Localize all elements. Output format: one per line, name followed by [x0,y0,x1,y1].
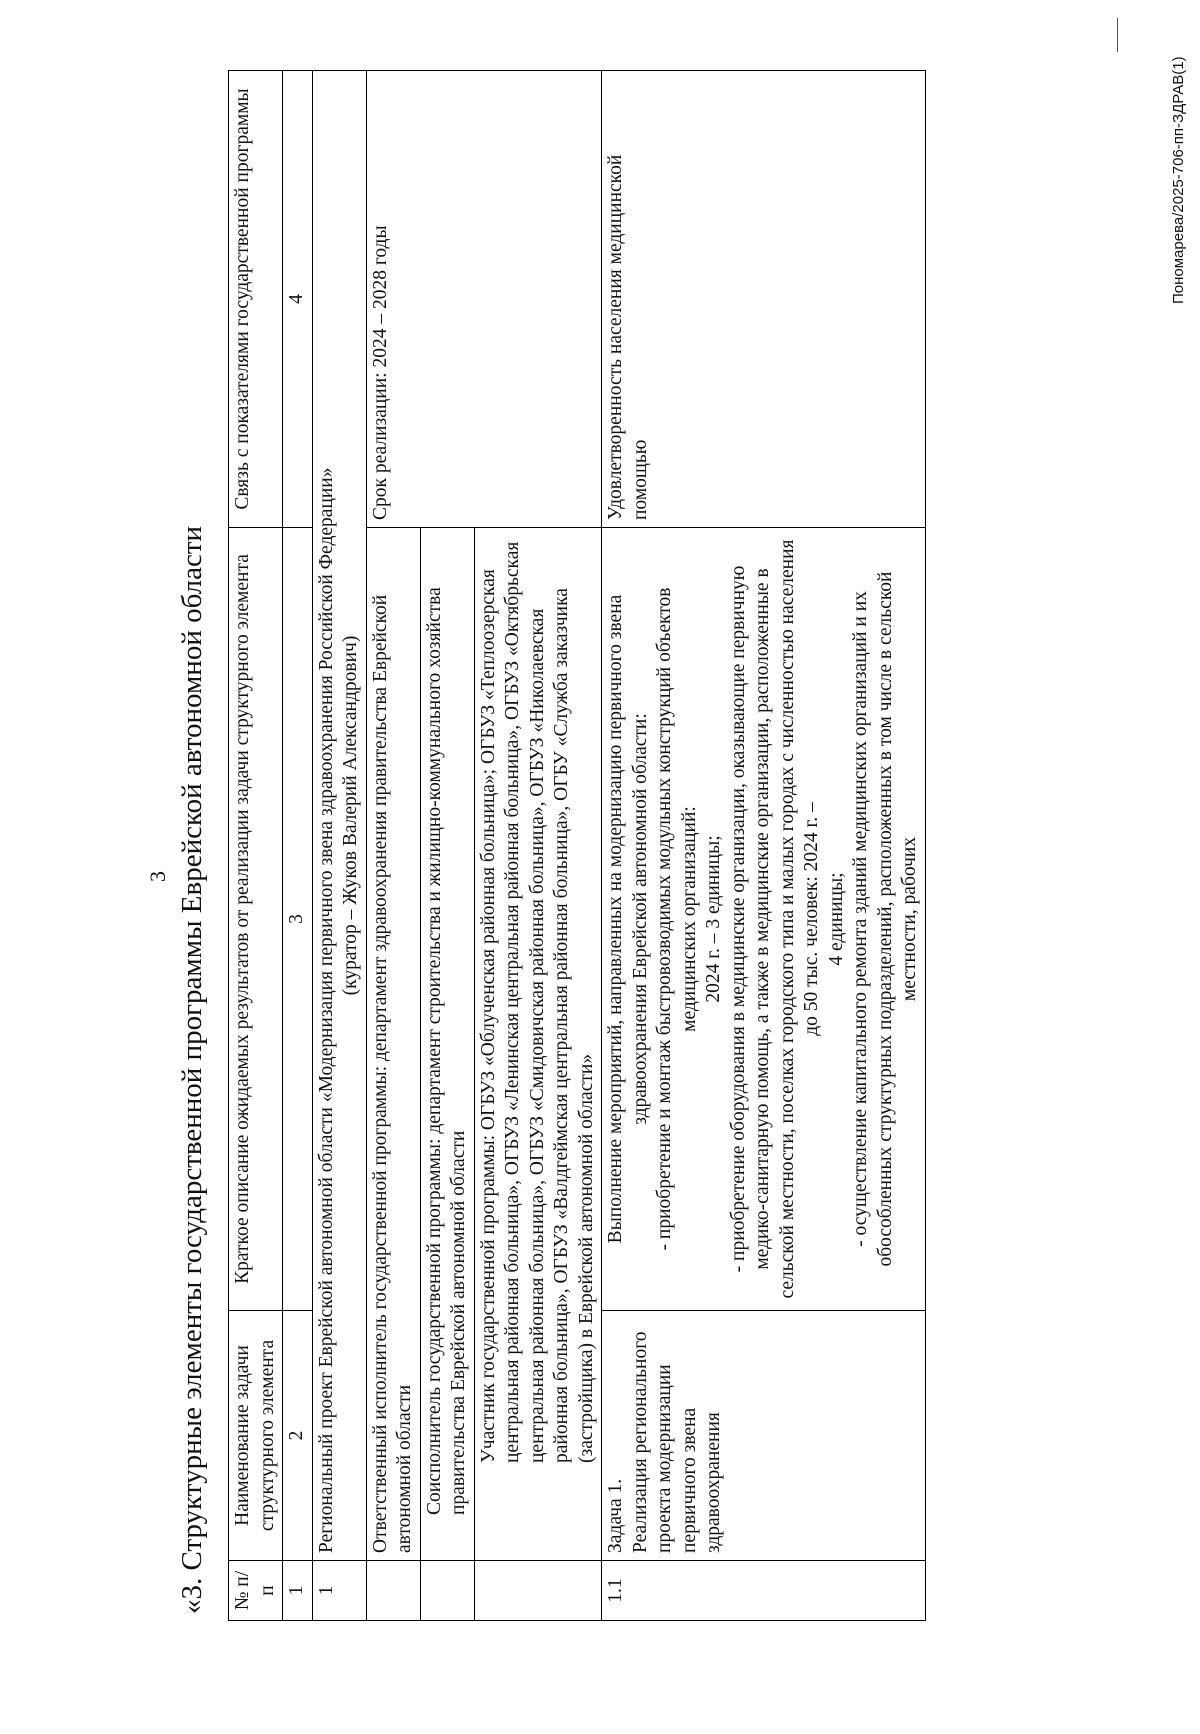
page-title: «3. Структурные элементы государственной программы Еврейской автономной области [176,525,208,1614]
task-bullet: - осуществление капитального ремонта зданий медицинских организаций и их обособленных структурных подразделений, расположенных в том числе в сельской местности, рабочих [850,571,920,1267]
responsible-executor: Ответственный исполнитель государственной программы: департамент здравоохранения правительства Еврейской автономной области [366,528,420,1561]
task-bullet-value: 2024 г. – 3 единицы; [703,835,724,1003]
page-number: 3 [145,871,170,882]
task-name [602,1311,926,1561]
header-description: Краткое описание ожидаемых результатов от реализации задачи структурного элемента [229,528,283,1311]
task-title: Реализация регионального проекта модернизации первичного звена здравоохранения [629,1331,724,1553]
implementation-period: Срок реализации: 2024 – 2028 годы [366,71,602,528]
column-number: 4 [283,71,313,528]
scan-edge-line [1117,18,1118,52]
task-bullet: - приобретение оборудования в медицинские организации, оказывающие первичную медико-санитарную помощь, а также в медицинские организации, расположенные в сельской местности, поселках городского типа и малых городах с численностью населения до 50 тыс. человек: 2024 г. – [727,539,822,1299]
task-number: 1.1 [602,1561,926,1621]
column-numbers-row [283,71,313,1621]
project-title-line: Региональный проект Еврейской автономной области «Модернизация первичного звена здравоохранения Российской Федерации» [315,467,337,1553]
project-row [312,71,366,1621]
task-description [602,528,926,1311]
column-number: 2 [283,1311,313,1561]
header-task-name: Наименование задачи структурного элемента [229,1311,283,1561]
task-row [602,71,926,1621]
header-indicators: Связь с показателями государственной программы [229,71,283,528]
header-number: № п/п [229,1561,283,1621]
project-number: 1 [312,1561,366,1621]
column-number: 3 [283,528,313,1311]
task-bullet: - приобретение и монтаж быстровозводимых модульных конструкций объектов медицинских организаций: [654,587,700,1251]
coexecutor: Соисполнитель государственной программы: департамент строительства и жилищно-коммунального хозяйства правительства Еврейской автономной области [420,528,474,1561]
project-curator: (куратор – Жуков Валерий Александрович) [340,635,361,996]
task-label: Задача 1. [605,1478,626,1553]
column-number: 1 [283,1561,313,1621]
footer-document-code: Пономарева/2025-706-пп-ЗДРАВ(1) [1170,56,1187,304]
structural-elements-table [228,70,926,1621]
project-title [312,71,366,1561]
table-header-row [229,71,283,1621]
participants: Участник государственной программы: ОГБУЗ «Облученская районная больница»; ОГБУЗ «Теплоозерская центральная районная больница», ОГБУЗ «Ленинская центральная районная больница», ОГБУЗ «Октябрьская центральная районная больница», ОГБУЗ «Смидовичская районная больница», ОГБУЗ «Николаевская районная больница», ОГБУЗ «Валдгеймская центральная районная больница», ОГБУ «Служба заказчика (застройщика) в Еврейской автономной области» [474,528,602,1561]
indicator-link: Удовлетворенность населения медицинской помощью [602,71,926,528]
task-intro: Выполнение мероприятий, направленных на модернизацию первичного звена здравоохранения Еврейской автономной области: [605,594,651,1244]
responsible-row [366,71,420,1621]
task-bullet-value: 4 единицы; [825,872,847,966]
